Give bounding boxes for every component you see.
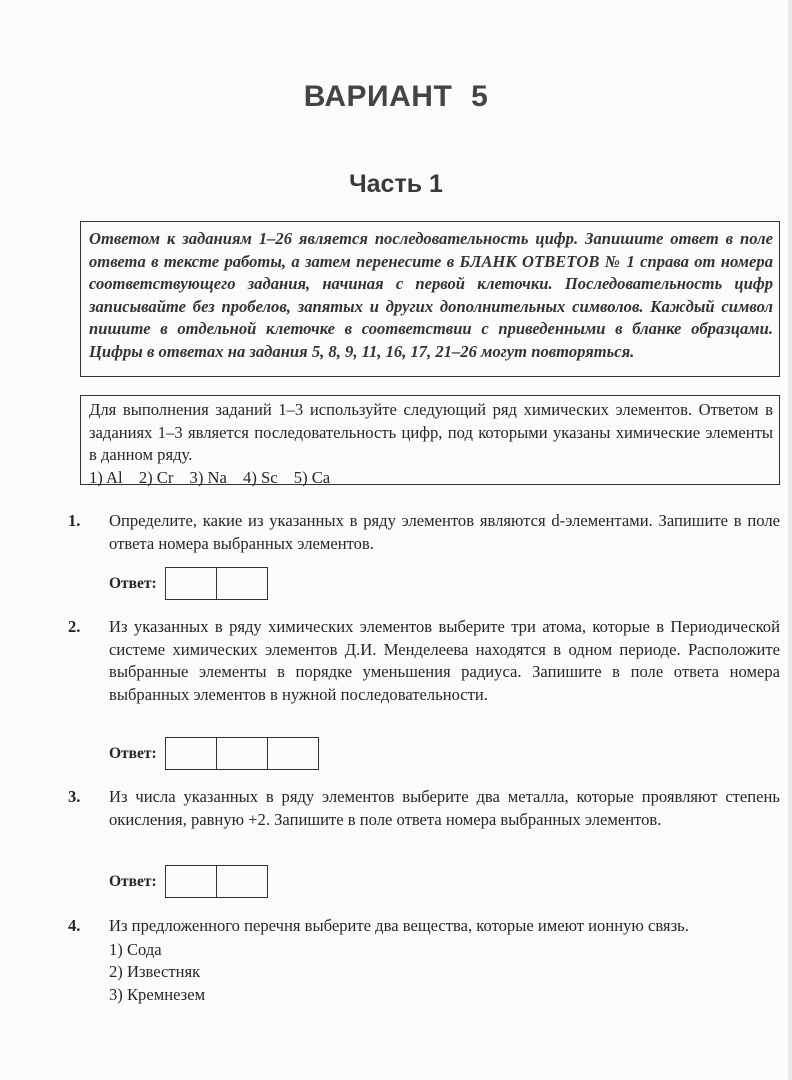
instructions-text: Ответом к заданиям 1–26 является последовательность цифр. Запишите ответ в поле ответа в тексте работы, а затем перенесите в БЛАНК ОТВЕТОВ № 1 справа от номера соответствующего задания, начиная с первой клеточки. Последовательность цифр записывайте без пробелов, запятых и других дополнительных символов. Каждый символ пишите в отдельной клеточке в соответствии с приведенными в бланке образцами. Цифры в ответах на задания 5, 8, 9, 11, 16, 17, 21–26 могут повторяться.	[89, 229, 773, 361]
task-number: 4.	[68, 916, 81, 935]
task-3	[68, 786, 780, 831]
option-item: 1) Сода	[109, 939, 162, 959]
answer-field[interactable]	[165, 737, 319, 770]
task-2	[68, 616, 780, 706]
task-1	[68, 510, 780, 555]
task-number: 3.	[68, 787, 81, 806]
task-text: Из предложенного перечня выберите два вещества, которые имеют ионную связь.	[109, 916, 689, 935]
task-3-answer	[109, 865, 268, 898]
element-item: 3) Na	[189, 467, 227, 487]
answer-cell[interactable]	[166, 568, 217, 599]
option-item: 2) Известняк	[109, 962, 201, 981]
task-4-options	[109, 939, 780, 1007]
page-edge-shadow	[788, 0, 792, 1080]
answer-cell[interactable]	[217, 568, 267, 599]
task-text: Определите, какие из указанных в ряду элементов являются d-элементами. Запишите в поле ответа номера выбранных элементов.	[109, 511, 780, 553]
answer-cell[interactable]	[217, 866, 267, 897]
elements-list	[89, 467, 773, 490]
element-item: 1) Al	[89, 467, 123, 487]
answer-cell[interactable]	[166, 866, 217, 897]
answer-cell[interactable]	[217, 738, 268, 769]
answer-field[interactable]	[165, 865, 268, 898]
task-1-answer	[109, 567, 268, 600]
task-number: 1.	[68, 511, 81, 530]
answer-label: Ответ:	[109, 744, 157, 762]
element-item: 5) Ca	[293, 467, 331, 487]
answer-field[interactable]	[165, 567, 268, 600]
task-text: Из указанных в ряду химических элементов выберите три атома, которые в Периодической системе химических элементов Д.И. Менделеева находятся в одном периоде. Расположите выбранные элементы в порядке уменьшения радиуса. Запишите в поле ответа номера выбранных элементов в нужной последовательности.	[109, 617, 780, 704]
part-title: Часть 1	[349, 170, 443, 198]
task-4	[68, 915, 780, 1006]
elements-intro-text: Для выполнения заданий 1–3 используйте следующий ряд химических элементов. Ответом в заданиях 1–3 является последовательность цифр, под которыми указаны химические элементы в данном ряду.	[89, 400, 773, 465]
element-item: 2) Cr	[138, 467, 174, 487]
task-text: Из числа указанных в ряду элементов выберите два металла, которые проявляют степень окисления, равную +2. Запишите в поле ответа номера выбранных элементов.	[109, 787, 780, 829]
answer-cell[interactable]	[268, 738, 318, 769]
elements-box	[80, 395, 780, 485]
answer-cell[interactable]	[166, 738, 217, 769]
element-item: 4) Sc	[243, 467, 278, 487]
variant-title: ВАРИАНТ 5	[303, 80, 489, 113]
answer-label: Ответ:	[109, 574, 157, 592]
instructions-box	[80, 221, 780, 377]
answer-label: Ответ:	[109, 872, 157, 890]
task-2-answer	[109, 737, 319, 770]
option-item: 3) Кремнезем	[109, 984, 206, 1004]
task-number: 2.	[68, 617, 81, 636]
